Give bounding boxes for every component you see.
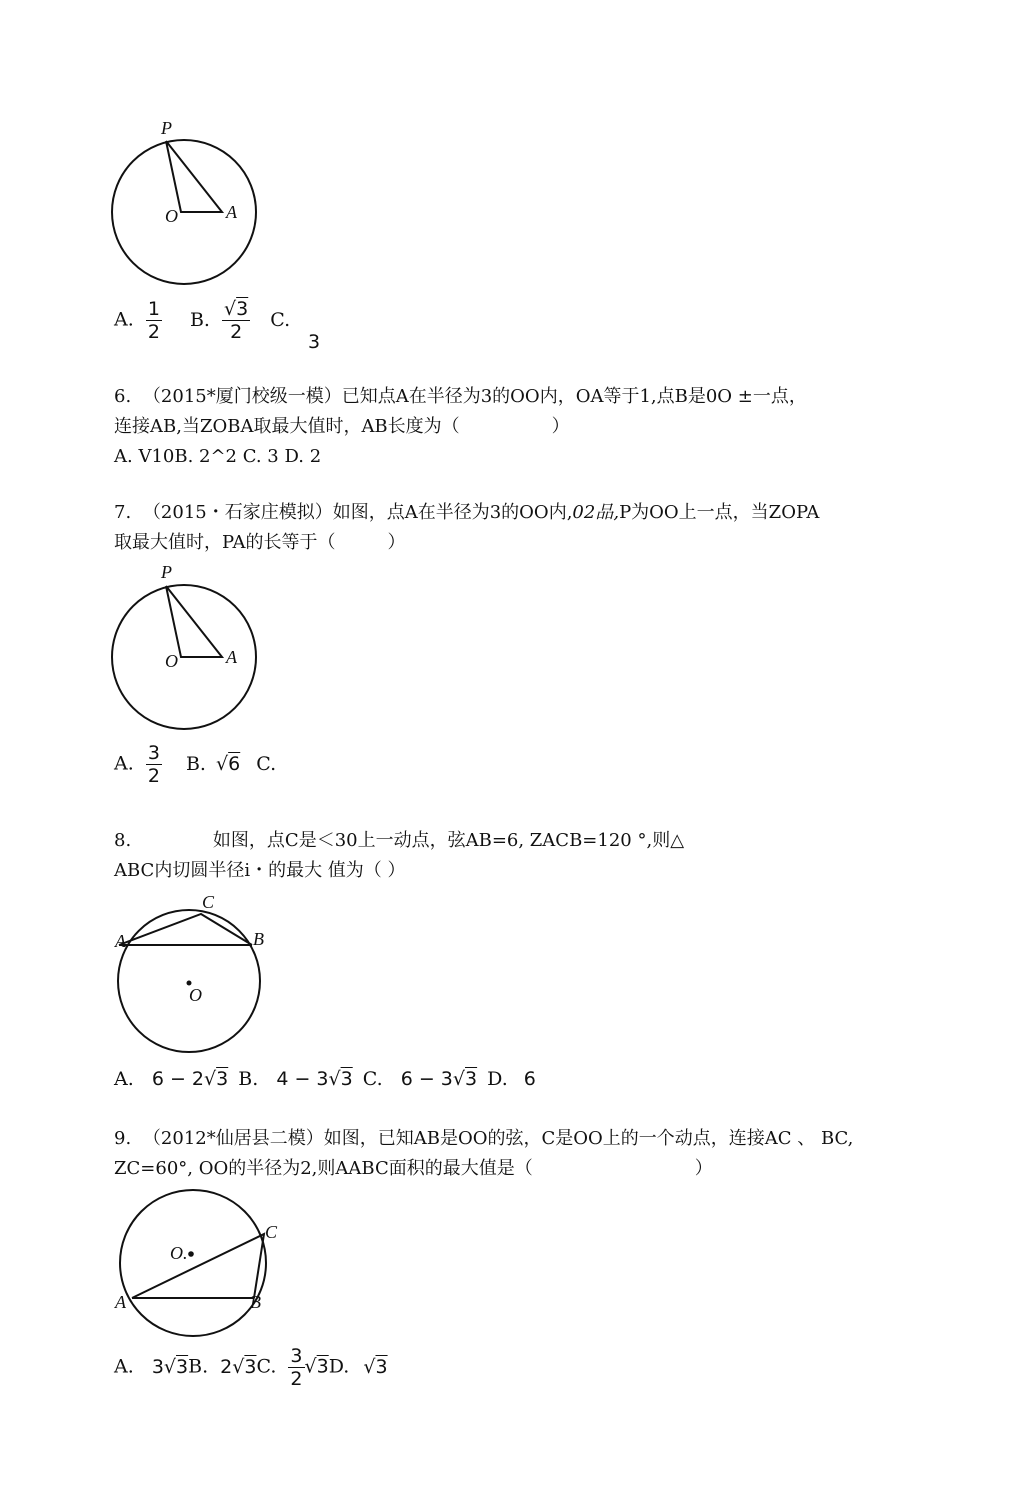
q8-option-a-label: A.: [114, 1068, 134, 1090]
q8-option-b-pre: 4 − 3: [276, 1068, 329, 1090]
q8-option-c-value: 6 − 3√3: [400, 1068, 478, 1090]
q7-option-a-label: A.: [114, 752, 134, 775]
q9-option-a-value: 3√3: [151, 1355, 189, 1378]
q9-option-b-pre: 2: [220, 1355, 233, 1378]
q9-option-d-label: D.: [328, 1355, 350, 1378]
q8-stem-1: 如图，点C是＜30上一动点，弦AB=6, ZACB=120 °,则△: [212, 830, 685, 851]
fig-q9-label-c: C: [265, 1222, 278, 1242]
fig-q7-label-a: A: [226, 647, 237, 667]
q5-option-c-value: 3: [308, 331, 321, 353]
q5-option-a-num: 1: [147, 298, 160, 320]
q9-line2: [114, 1154, 713, 1184]
q6-line1: [114, 382, 807, 412]
q7-stem-1a: （2015・石家庄模拟）如图，点A在半径为3的OO内,: [142, 502, 573, 523]
q6-stem-2-end: ）: [551, 416, 570, 437]
q7-number: 7.: [114, 502, 132, 523]
q8-option-d-value: 6: [523, 1068, 536, 1090]
q6-options: A. V10B. 2^2 C. 3 D. 2: [114, 446, 322, 467]
figure-q8-circle: [105, 895, 275, 1065]
q8-option-c-rad: 3: [465, 1068, 478, 1090]
q9-option-c-fraction: [288, 1345, 304, 1390]
q6-number: 6.: [114, 386, 132, 407]
q9-option-c-label: C.: [256, 1355, 277, 1378]
q7-stem-1b: 02品,: [572, 502, 620, 523]
q8-option-a-pre: 6 − 2: [151, 1068, 204, 1090]
q7-options: [114, 742, 276, 787]
q9-option-b-value: 2√3: [220, 1355, 257, 1378]
fig-q9-label-b: B: [250, 1292, 261, 1312]
q5-option-b-den: 2: [230, 321, 243, 343]
q8-stem-2: ABC内切圆半径i・的最大 值为（ ）: [114, 860, 406, 881]
fig-q5-label-p: P: [161, 118, 172, 138]
fig-q7-label-o: O: [165, 651, 178, 671]
q7-line1: [114, 498, 819, 528]
q5-option-a-fraction: [146, 298, 162, 343]
q9-option-c-den: 2: [290, 1368, 303, 1390]
figure-q5-circle: [100, 110, 270, 290]
q7-option-b-label: B.: [185, 752, 206, 775]
q9-options: [114, 1345, 388, 1390]
q8-option-b-rad: 3: [340, 1068, 353, 1090]
fig-q8-label-c: C: [202, 892, 215, 912]
q8-options: [114, 1068, 536, 1090]
q8-option-d-label: D.: [487, 1068, 508, 1090]
q5-option-b-fraction: [222, 298, 250, 343]
q9-stem-1: （2012*仙居县二模）如图，已知AB是OO的弦，C是OO上的一个动点，连接AC 、 BC,: [142, 1128, 854, 1149]
q8-option-c-label: C.: [362, 1068, 383, 1090]
fig-q9-label-a: A: [115, 1292, 126, 1312]
q9-option-c-num: 3: [290, 1345, 303, 1367]
q5-option-c-label: C.: [270, 308, 291, 331]
q5-option-a-label: A.: [114, 308, 134, 331]
q8-option-b-label: B.: [238, 1068, 259, 1090]
fig-q8-label-o: O: [189, 985, 202, 1005]
q9-option-d-rad: 3: [375, 1355, 388, 1378]
q9-option-a-label: A.: [114, 1355, 134, 1378]
fig-q9-label-o: O.: [170, 1243, 188, 1263]
q9-option-b-label: B.: [188, 1355, 209, 1378]
q5-option-b-radicand: 3: [236, 298, 249, 320]
q9-option-b-rad: 3: [244, 1355, 257, 1378]
q8-option-a-rad: 3: [216, 1068, 229, 1090]
q8-option-b-value: 4 − 3√3: [276, 1068, 353, 1090]
fig-q8-label-b: B: [253, 929, 264, 949]
q5-option-b-label: B.: [189, 308, 210, 331]
q9-number: 9.: [114, 1128, 132, 1149]
q6-stem-1: （2015*厦门校级一模）已知点A在半径为3的OO内，OA等于1,点B是0O ±一点，: [142, 386, 807, 407]
q9-option-c-root: √3: [304, 1355, 329, 1378]
q7-option-a-num: 3: [147, 742, 160, 764]
fig-q7-label-p: P: [161, 562, 172, 582]
q9-option-a-rad: 3: [176, 1355, 189, 1378]
q6-line2: [114, 412, 570, 442]
q9-stem-2-end: ）: [694, 1158, 713, 1179]
q7-stem-2-end: ）: [387, 532, 406, 553]
q9-line1: [114, 1124, 853, 1154]
q5-option-b-num: √3: [224, 298, 249, 320]
q7-option-c-label: C.: [256, 752, 277, 775]
q8-option-a-value: 6 − 2√3: [151, 1068, 229, 1090]
figure-q7-circle: [100, 555, 270, 735]
q6-stem-2: 连接AB,当ZOBA取最大值时，AB长度为（: [114, 416, 460, 437]
q7-option-b-radicand: 6: [228, 752, 241, 775]
q7-line2: [114, 528, 405, 558]
q9-option-a-pre: 3: [151, 1355, 164, 1378]
figure-q9-circle: [105, 1185, 285, 1345]
q8-option-c-pre: 6 − 3: [400, 1068, 453, 1090]
fig-q5-label-a: A: [226, 202, 237, 222]
fig-q8-label-a: A: [115, 931, 126, 951]
q5-options: [114, 298, 290, 343]
q7-option-b-value: √6: [216, 752, 241, 775]
q7-option-a-den: 2: [147, 765, 160, 787]
q7-option-a-fraction: [146, 742, 162, 787]
q9-option-c-rad: 3: [316, 1355, 329, 1378]
fig-q5-label-o: O: [165, 206, 178, 226]
q9-option-d-value: √3: [363, 1355, 388, 1378]
q8-line1: [114, 826, 684, 856]
q7-stem-2: 取最大值时，PA的长等于（: [114, 532, 336, 553]
q8-number: 8.: [114, 830, 132, 851]
q9-stem-2: ZC=60°, OO的半径为2,则AABC面积的最大值是（: [114, 1158, 533, 1179]
q7-stem-1c: P为OO上一点，当ZOPA: [619, 502, 820, 523]
q5-option-a-den: 2: [147, 321, 160, 343]
